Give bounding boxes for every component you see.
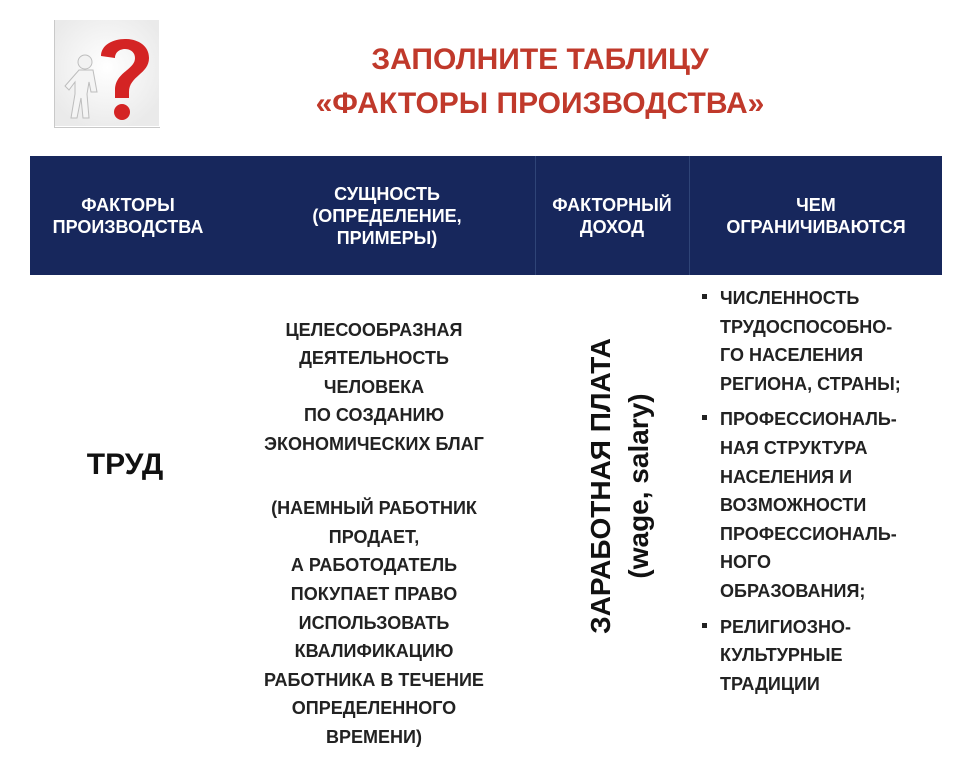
header-factors: ФАКТОРЫ ПРОИЗВОДСТВА <box>52 194 204 237</box>
page-title <box>0 38 960 126</box>
factor-cell: ТРУД <box>86 448 164 481</box>
header-income: ФАКТОРНЫЙ ДОХОД <box>552 194 672 237</box>
header-limits: ЧЕМ ОГРАНИЧИВАЮТСЯ <box>726 194 906 237</box>
list-item <box>700 284 940 398</box>
bullet-icon <box>702 623 707 628</box>
bullet-icon <box>702 415 707 420</box>
list-item <box>700 405 940 605</box>
essence-cell <box>240 287 508 780</box>
essence-example: (НАЕМНЫЙ РАБОТНИК ПРОДАЕТ, А РАБОТОДАТЕЛЬ ПОКУПАЕТ ПРАВО ИСПОЛЬЗОВАТЬ КВАЛИФИКАЦИЮ РАБОТНИКА В ТЕЧЕНИЕ ОПРЕДЕЛЕННОГО ВРЕМЕНИ) <box>264 498 484 747</box>
list-item <box>700 613 940 699</box>
income-label-english: (wage, salary) <box>623 393 654 579</box>
title-line-1: ЗАПОЛНИТЕ ТАБЛИЦУ <box>371 43 709 76</box>
table-header <box>30 156 942 275</box>
title-line-2: «ФАКТОРЫ ПРОИЗВОДСТВА» <box>315 87 765 120</box>
limits-list <box>700 284 940 705</box>
header-essence: СУЩНОСТЬ (ОПРЕДЕЛЕНИЕ, ПРИМЕРЫ) <box>312 183 462 248</box>
income-cell <box>560 276 680 696</box>
income-label: ЗАРАБОТНАЯ ПЛАТА <box>585 338 616 634</box>
limit-text: РЕЛИГИОЗНО- КУЛЬТУРНЫЕ ТРАДИЦИИ <box>720 616 851 694</box>
limit-text: ЧИСЛЕННОСТЬ ТРУДОСПОСОБНО- ГО НАСЕЛЕНИЯ РЕГИОНА, СТРАНЫ; <box>720 288 901 394</box>
limit-text: ПРОФЕССИОНАЛЬ- НАЯ СТРУКТУРА НАСЕЛЕНИЯ И ВОЗМОЖНОСТИ ПРОФЕССИОНАЛЬ- НОГО ОБРАЗОВАНИЯ; <box>720 409 897 601</box>
bullet-icon <box>702 294 707 299</box>
essence-definition: ЦЕЛЕСООБРАЗНАЯ ДЕЯТЕЛЬНОСТЬ ЧЕЛОВЕКА ПО СОЗДАНИЮ ЭКОНОМИЧЕСКИХ БЛАГ <box>264 319 484 454</box>
